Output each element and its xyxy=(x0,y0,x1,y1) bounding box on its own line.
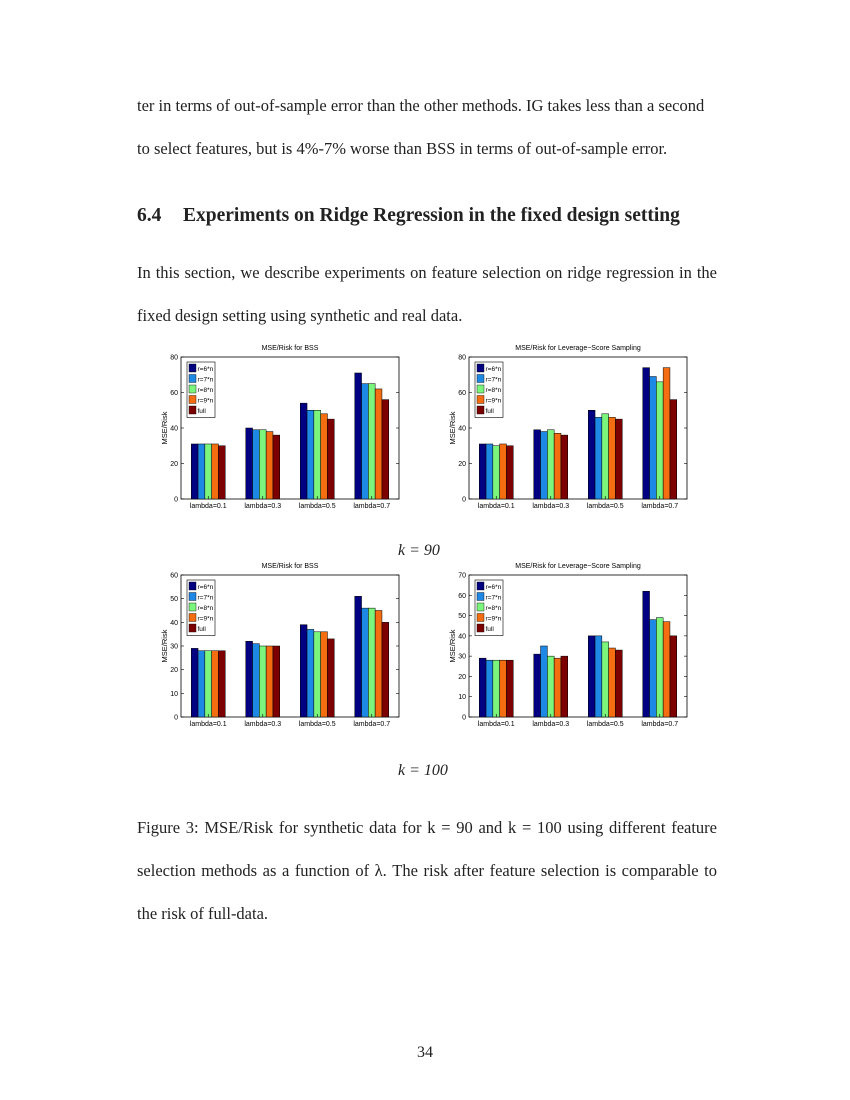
bar xyxy=(368,608,375,717)
chart-leverage-k100 xyxy=(443,558,698,733)
x-tick-label: lambda=0.7 xyxy=(641,721,679,728)
bar xyxy=(547,430,554,499)
y-axis-label: MSE/Risk xyxy=(448,411,457,445)
bar xyxy=(656,382,663,499)
bar xyxy=(663,368,670,499)
bar xyxy=(266,432,273,499)
chart-title: MSE/Risk for BSS xyxy=(261,345,319,352)
bar xyxy=(643,368,650,499)
bar xyxy=(493,446,500,499)
x-tick-label: lambda=0.7 xyxy=(641,503,679,510)
bar xyxy=(218,651,225,717)
bar xyxy=(534,654,541,717)
section-title: Experiments on Ridge Regression in the fixed design setting xyxy=(183,205,680,226)
legend-label: full xyxy=(485,408,494,415)
bar xyxy=(609,648,616,717)
bar xyxy=(253,430,260,499)
bar xyxy=(362,384,369,499)
x-tick-label: lambda=0.7 xyxy=(353,721,391,728)
y-tick-label: 20 xyxy=(170,667,178,675)
y-axis-label: MSE/Risk xyxy=(160,411,169,445)
bar xyxy=(198,651,205,717)
bar xyxy=(506,446,513,499)
x-tick-label: lambda=0.5 xyxy=(586,721,624,728)
y-tick-label: 40 xyxy=(458,425,466,433)
legend-label: r=6*n xyxy=(485,366,502,373)
bar xyxy=(191,444,198,499)
bar xyxy=(615,650,622,717)
legend-swatch xyxy=(477,614,484,622)
figure-caption: Figure 3: MSE/Risk for synthetic data for k = 90 and k = 100 using different feature selection methods as a function of λ. The risk after feature selection is comparable to the risk of full-data. xyxy=(137,818,717,923)
bar xyxy=(479,444,486,499)
bar xyxy=(602,642,609,717)
legend-swatch xyxy=(477,624,484,632)
section-heading xyxy=(137,205,680,227)
legend-swatch xyxy=(189,603,196,611)
legend-swatch xyxy=(477,396,484,404)
legend-swatch xyxy=(189,624,196,632)
bar xyxy=(253,644,260,717)
bar xyxy=(300,625,307,717)
y-tick-label: 40 xyxy=(458,633,466,641)
section-number: 6.4 xyxy=(137,205,162,226)
bar xyxy=(273,435,280,499)
y-tick-label: 70 xyxy=(458,572,466,580)
x-tick-label: lambda=0.7 xyxy=(353,503,391,510)
y-tick-label: 50 xyxy=(170,596,178,604)
bar xyxy=(212,651,219,717)
bar xyxy=(602,414,609,499)
y-tick-label: 80 xyxy=(170,354,178,362)
bar xyxy=(670,400,677,499)
legend-swatch xyxy=(477,593,484,601)
y-axis-label: MSE/Risk xyxy=(448,629,457,663)
bar xyxy=(321,632,328,717)
y-tick-label: 60 xyxy=(170,572,178,580)
x-tick-label: lambda=0.3 xyxy=(532,503,570,510)
bar xyxy=(595,417,602,499)
y-axis-label: MSE/Risk xyxy=(160,629,169,663)
bar xyxy=(588,410,595,499)
legend-swatch xyxy=(189,385,196,393)
y-tick-label: 40 xyxy=(170,425,178,433)
bar xyxy=(479,658,486,717)
y-tick-label: 60 xyxy=(458,390,466,397)
bar xyxy=(554,433,561,499)
bar xyxy=(246,428,253,499)
legend-label: full xyxy=(485,626,494,633)
intro-line-1: ter in terms of out-of-sample error than the other methods. IG takes less than a second xyxy=(137,96,705,115)
y-tick-label: 60 xyxy=(458,592,466,600)
bar xyxy=(493,660,500,717)
bar xyxy=(375,389,382,499)
legend-label: r=9*n xyxy=(197,397,214,405)
x-tick-label: lambda=0.5 xyxy=(586,503,624,510)
legend-swatch xyxy=(189,406,196,414)
legend-label: r=7*n xyxy=(485,376,502,384)
x-tick-label: lambda=0.5 xyxy=(298,721,336,728)
label-k-90: k = 90 xyxy=(398,542,440,559)
legend-label: r=7*n xyxy=(485,594,502,602)
intro-line-2: to select features, but is 4%-7% worse than BSS in terms of out-of-sample error. xyxy=(137,139,668,158)
bar xyxy=(670,636,677,717)
x-tick-label: lambda=0.3 xyxy=(244,721,282,728)
legend-label: r=7*n xyxy=(197,376,214,384)
bar xyxy=(382,622,389,717)
y-tick-label: 10 xyxy=(458,694,466,702)
y-tick-label: 80 xyxy=(458,354,466,362)
legend-swatch xyxy=(189,614,196,622)
bar xyxy=(595,636,602,717)
bar xyxy=(486,444,493,499)
chart-leverage-k90 xyxy=(443,340,698,515)
legend-label: r=7*n xyxy=(197,594,214,602)
y-tick-label: 0 xyxy=(462,496,466,504)
y-tick-label: 0 xyxy=(174,496,178,504)
bar xyxy=(273,646,280,717)
chart-title: MSE/Risk for Leverage−Score Sampling xyxy=(515,345,641,352)
bar xyxy=(547,656,554,717)
bar xyxy=(327,419,334,499)
bar xyxy=(656,618,663,717)
bar xyxy=(643,591,650,717)
y-tick-label: 0 xyxy=(174,714,178,722)
bar xyxy=(500,660,507,717)
bar xyxy=(355,373,362,499)
bar xyxy=(218,446,225,499)
bar xyxy=(382,400,389,499)
legend-swatch xyxy=(189,364,196,372)
x-tick-label: lambda=0.1 xyxy=(477,503,515,510)
legend-swatch xyxy=(189,593,196,601)
bar xyxy=(615,419,622,499)
y-tick-label: 20 xyxy=(458,673,466,681)
legend-swatch xyxy=(477,364,484,372)
x-tick-label: lambda=0.1 xyxy=(189,721,227,728)
y-tick-label: 50 xyxy=(458,613,466,621)
y-tick-label: 40 xyxy=(170,619,178,627)
legend-label: r=8*n xyxy=(197,605,214,612)
legend-swatch xyxy=(189,582,196,590)
bar xyxy=(561,656,568,717)
bar xyxy=(246,641,253,717)
x-tick-label: lambda=0.5 xyxy=(298,503,336,510)
chart-bss-k90 xyxy=(155,340,410,515)
legend-swatch xyxy=(477,406,484,414)
bar xyxy=(198,444,205,499)
bar xyxy=(191,648,198,717)
y-tick-label: 60 xyxy=(170,390,178,397)
bar xyxy=(266,646,273,717)
label-k-100: k = 100 xyxy=(398,762,448,779)
bar xyxy=(554,658,561,717)
bar xyxy=(307,410,314,499)
bar xyxy=(259,646,266,717)
y-tick-label: 30 xyxy=(170,643,178,651)
legend-label: r=8*n xyxy=(485,387,502,394)
legend-label: r=9*n xyxy=(485,615,502,623)
bar xyxy=(362,608,369,717)
legend-swatch xyxy=(477,603,484,611)
bar xyxy=(205,651,212,717)
legend-label: r=9*n xyxy=(197,615,214,623)
bar xyxy=(500,444,507,499)
page-number: 34 xyxy=(417,1044,433,1061)
bar xyxy=(650,377,657,499)
bar xyxy=(375,611,382,718)
x-tick-label: lambda=0.3 xyxy=(532,721,570,728)
legend-swatch xyxy=(189,396,196,404)
chart-title: MSE/Risk for BSS xyxy=(261,563,319,570)
bar xyxy=(259,430,266,499)
y-tick-label: 0 xyxy=(462,714,466,722)
legend-label: r=6*n xyxy=(197,584,214,591)
bar xyxy=(314,410,321,499)
bar xyxy=(355,596,362,717)
bar xyxy=(212,444,219,499)
bar xyxy=(609,417,616,499)
bar xyxy=(486,660,493,717)
x-tick-label: lambda=0.1 xyxy=(189,503,227,510)
chart-bss-k100 xyxy=(155,558,410,733)
legend-label: full xyxy=(197,408,206,415)
legend-swatch xyxy=(477,582,484,590)
x-tick-label: lambda=0.1 xyxy=(477,721,515,728)
legend-label: r=6*n xyxy=(485,584,502,591)
y-tick-label: 10 xyxy=(170,690,178,698)
bar xyxy=(588,636,595,717)
bar xyxy=(205,444,212,499)
y-tick-label: 20 xyxy=(170,461,178,468)
bar xyxy=(561,435,568,499)
legend-label: full xyxy=(197,626,206,633)
legend-label: r=8*n xyxy=(197,387,214,394)
bar xyxy=(541,432,548,499)
bar xyxy=(663,622,670,717)
bar xyxy=(314,632,321,717)
intro-paragraph xyxy=(137,84,717,170)
legend-swatch xyxy=(189,375,196,383)
bar xyxy=(321,414,328,499)
legend-label: r=8*n xyxy=(485,605,502,612)
x-tick-label: lambda=0.3 xyxy=(244,503,282,510)
y-tick-label: 20 xyxy=(458,461,466,468)
bar xyxy=(650,620,657,717)
legend-swatch xyxy=(477,375,484,383)
y-tick-label: 30 xyxy=(458,653,466,661)
legend-swatch xyxy=(477,385,484,393)
section-paragraph: In this section, we describe experiments on feature selection on ridge regression in the fixed design setting using synthetic and real data. xyxy=(137,263,717,325)
chart-title: MSE/Risk for Leverage−Score Sampling xyxy=(515,563,641,570)
bar xyxy=(506,660,513,717)
bar xyxy=(307,629,314,717)
legend-label: r=9*n xyxy=(485,397,502,405)
legend-label: r=6*n xyxy=(197,366,214,373)
bar xyxy=(327,639,334,717)
bar xyxy=(534,430,541,499)
bar xyxy=(541,646,548,717)
bar xyxy=(368,384,375,499)
bar xyxy=(300,403,307,499)
